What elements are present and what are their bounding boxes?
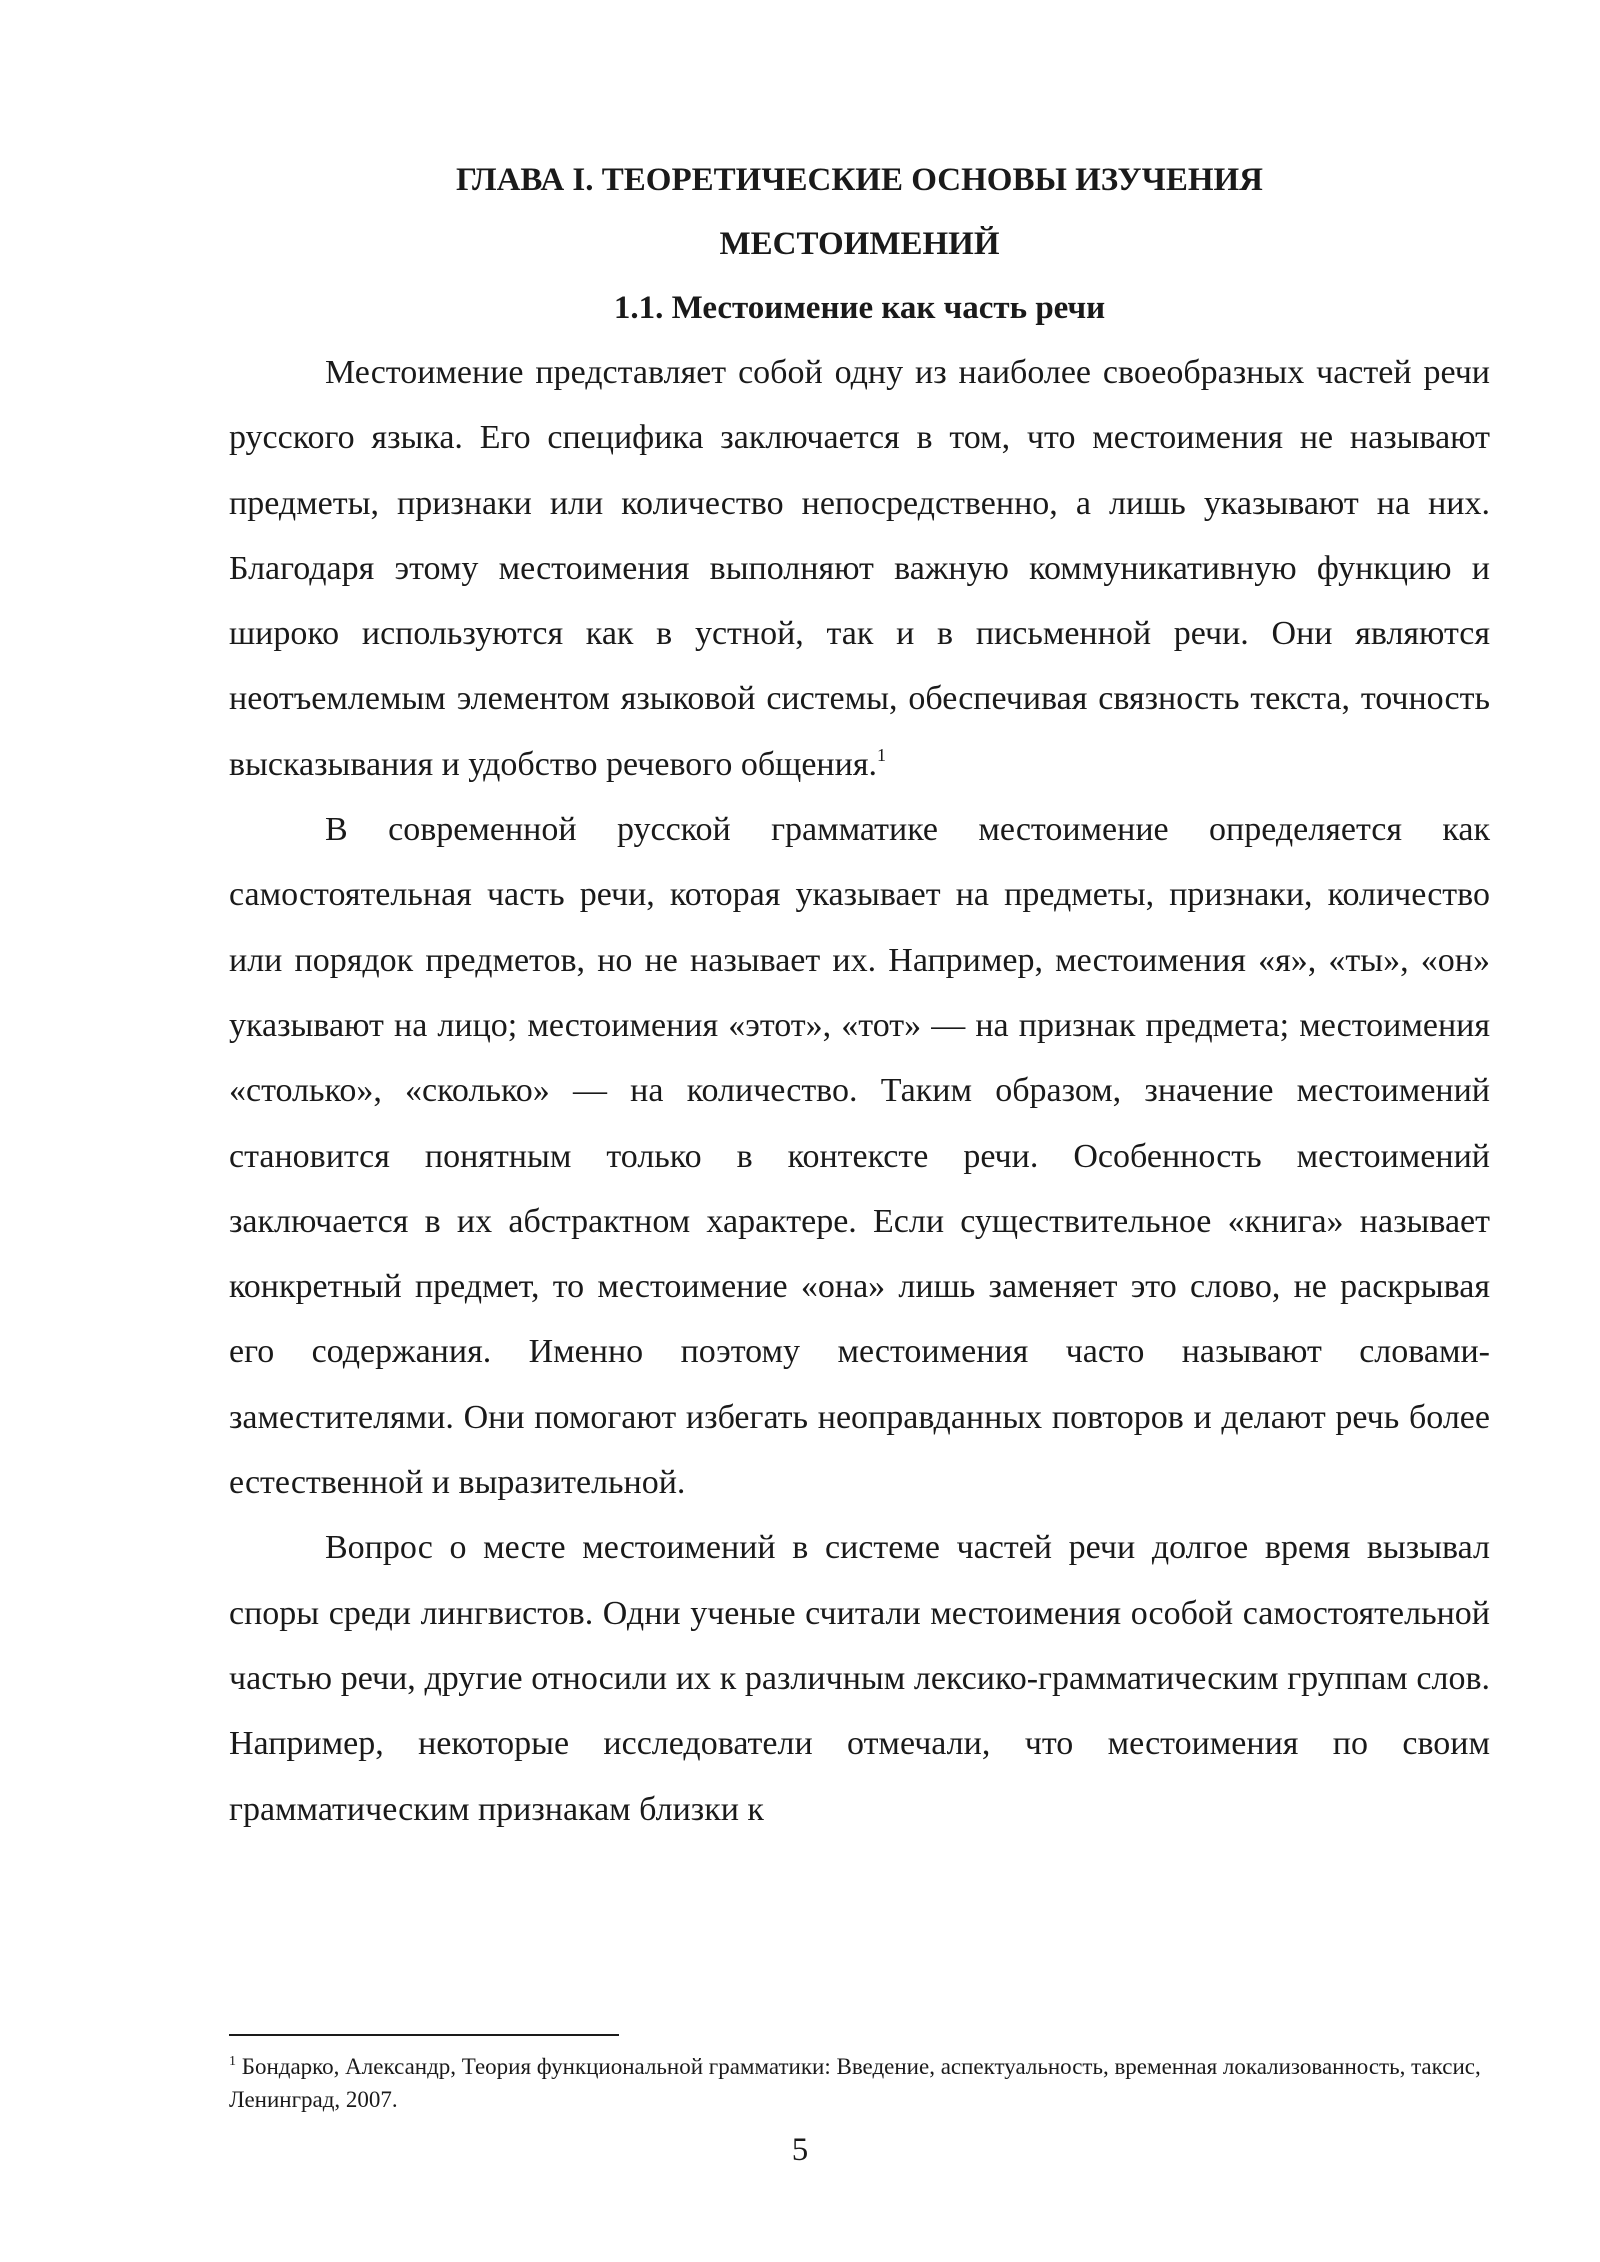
footnote-number: 1	[229, 2054, 236, 2069]
paragraph-3: Вопрос о месте местоимений в системе частей речи долгое время вызывал споры среди лингвистов. Одни ученые считали местоимения особой самостоятельной частью речи, другие относили их к различным лексико-грамматическим группам слов. Например, некоторые исследователи отмечали, что местоимения по своим грамматическим признакам близки к	[229, 1529, 1490, 1828]
paragraph-1	[229, 340, 1490, 797]
footnote-reference[interactable]: 1	[876, 744, 886, 765]
page-number: 5	[791, 2132, 809, 2168]
paragraph-1-text: Местоимение представляет собой одну из наиболее своеобразных частей речи русского языка. Его специфика заключается в том, что местоимения не называют предметы, признаки или количество непосредственно, а лишь указывают на них. Благодаря этому местоимения выполняют важную коммуникативную функцию и широко используются как в устной, так и в письменной речи. Они являются неотъемлемым элементом языковой системы, обеспечивая связность текста, точность высказывания и удобство речевого общения.	[229, 354, 1490, 783]
paragraph-2: В современной русской грамматике местоимение определяется как самостоятельная часть речи, которая указывает на предметы, признаки, количество или порядок предметов, но не называет их. Например, местоимения «я», «ты», «он» указывают на лицо; местоимения «этот», «тот» — на признак предмета; местоимения «столько», «сколько» — на количество. Таким образом, значение местоимений становится понятным только в контексте речи. Особенность местоимений заключается в их абстрактном характере. Если существительное «книга» называет конкретный предмет, то местоимение «она» лишь заменяет это слово, не раскрывая его содержания. Именно поэтому местоимения часто называют словами-заместителями. Они помогают избегать неоправданных повторов и делают речь более естественной и выразительной.	[229, 811, 1490, 1502]
section-title: 1.1. Местоимение как часть речи	[613, 290, 1106, 326]
footnote-separator	[229, 2034, 619, 2036]
chapter-title-line2: МЕСТОИМЕНИЙ	[719, 226, 1000, 262]
footnote	[229, 2050, 1490, 2116]
footnote-text: Бондарко, Александр, Теория функциональной грамматики: Введение, аспектуальность, временная локализованность, таксис, Ленинград, 2007.	[229, 2054, 1481, 2112]
chapter-title-line1: ГЛАВА I. ТЕОРЕТИЧЕСКИЕ ОСНОВЫ ИЗУЧЕНИЯ	[455, 162, 1264, 198]
document-page	[229, 148, 1490, 1842]
